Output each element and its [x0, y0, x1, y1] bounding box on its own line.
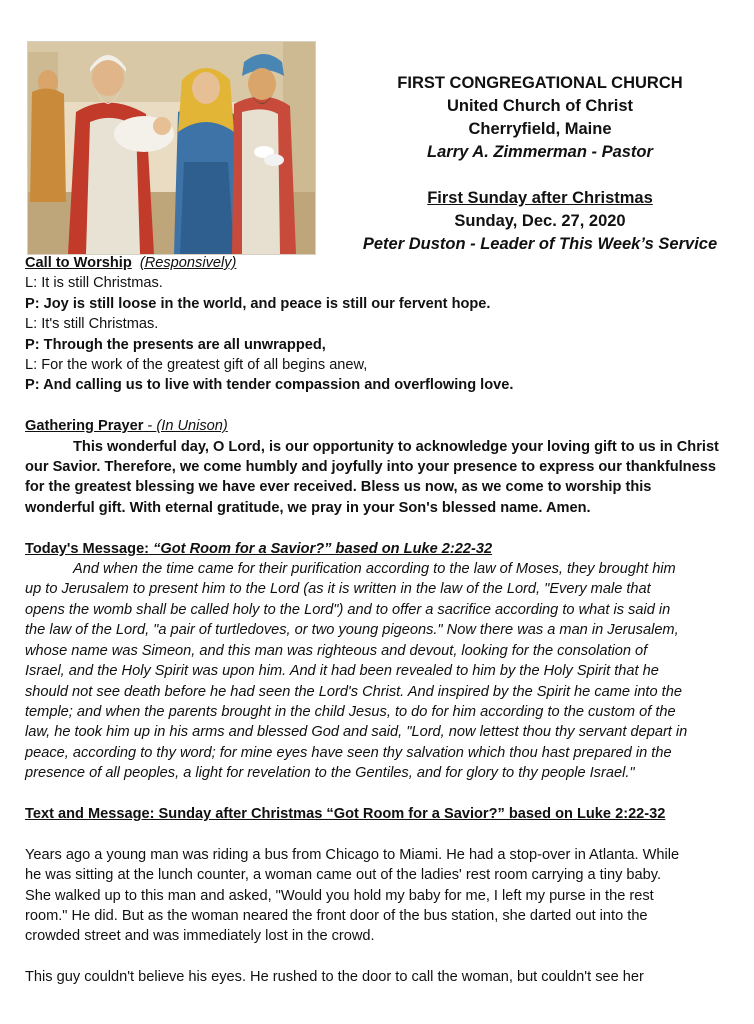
scripture-line: peace, according to thy word; for mine eyes have seen thy salvation which thou hast prepared in the	[25, 744, 672, 761]
section-spacer	[25, 518, 735, 538]
scripture-line: up to Jerusalem to present him to the Lord (as it is written in the law of the Lord, "Every male that	[25, 581, 651, 598]
scripture-line: presence of all peoples, a light for revelation to the Gentiles, and for glory to thy people Israel."	[25, 765, 635, 782]
litany-line: L: It is still Christmas.	[25, 275, 163, 292]
sermon-heading: Text and Message: Sunday after Christmas “Got Room for a Savior?” based on Luke 2:22-32	[25, 805, 666, 822]
scripture-line: the law of the Lord, "a pair of turtledoves, or two young pigeons." Now there was a man in Jerusalem,	[25, 622, 679, 639]
occasion-title: First Sunday after Christmas	[427, 189, 653, 207]
sermon-line: Years ago a young man was riding a bus from Chicago to Miami. He had a stop-over in Atlanta. While	[25, 846, 680, 863]
service-date: Sunday, Dec. 27, 2020	[454, 212, 626, 230]
sermon-line: room." He did. But as the woman neared the front door of the bus station, she darted out into the	[25, 907, 648, 924]
scripture-line: Israel, and the Holy Spirit was upon him. And it had been revealed to him by the Holy Spirit that he	[25, 663, 659, 680]
prayer-line: wonderful gift. With eternal gratitude, we pray in your Son's blessed name. Amen.	[25, 499, 591, 516]
scripture-line: And when the time came for their purification according to the law of Moses, they brought him	[73, 561, 676, 578]
todays-message-title: Today's Message:	[25, 540, 150, 557]
service-leader: Peter Duston - Leader of This Week’s Service	[362, 235, 718, 253]
prayer-line: our Savior. Therefore, we come humbly and joyfully into your presence to express our thankfulness	[25, 459, 716, 476]
scripture-line: should not see death before he had seen the Lord's Christ. And inspired by the Spirit he came into the	[25, 683, 682, 700]
litany-line: L: For the work of the greatest gift of all begins anew,	[25, 357, 368, 374]
call-to-worship-heading	[25, 253, 735, 273]
section-spacer	[25, 784, 735, 804]
scripture-line: temple; and when the parents brought in the child Jesus, to do for him according to the custom of the	[25, 703, 676, 720]
litany-line: P: Joy is still loose in the world, and peace is still our fervent hope.	[25, 295, 491, 312]
call-to-worship-section	[25, 253, 735, 396]
gathering-prayer-mode: (In Unison)	[156, 418, 228, 435]
prayer-line: for the greatest blessing we have ever received. Bless us now, as we come to worship this	[25, 479, 652, 496]
todays-message-section	[25, 539, 735, 784]
bulletin-body	[25, 253, 735, 988]
litany-line: L: It's still Christmas.	[25, 316, 159, 333]
header-spacer	[340, 164, 740, 187]
litany-line: P: Through the presents are all unwrapped,	[25, 336, 326, 353]
gathering-prayer-section	[25, 416, 735, 518]
section-spacer	[25, 396, 735, 416]
sermon-section	[25, 804, 735, 988]
scripture-line: opens the womb shall be called holy to the Lord") and to offer a sacrifice according to what is said in	[25, 601, 671, 618]
call-to-worship-mode: (Responsively)	[139, 255, 237, 271]
gathering-prayer-title: Gathering Prayer	[25, 418, 144, 435]
pastor-line: Larry A. Zimmerman - Pastor	[427, 143, 653, 161]
paragraph-spacer	[25, 947, 735, 967]
bulletin-header	[340, 72, 740, 256]
church-name: FIRST CONGREGATIONAL CHURCH	[397, 74, 683, 92]
todays-message-heading	[25, 539, 735, 559]
todays-message-subtitle: “Got Room for a Savior?” based on Luke 2:22-32	[149, 540, 493, 557]
litany-line: P: And calling us to live with tender compassion and overflowing love.	[25, 377, 514, 394]
denomination: United Church of Christ	[446, 97, 634, 115]
sermon-line: This guy couldn't believe his eyes. He rushed to the door to call the woman, but couldn't see her	[25, 969, 644, 986]
gathering-prayer-separator: -	[143, 418, 157, 435]
presentation-illustration	[27, 41, 316, 255]
call-to-worship-title: Call to Worship	[25, 255, 132, 271]
scripture-line: whose name was Simeon, and this man was righteous and devout, looking for the consolation of	[25, 642, 648, 659]
prayer-line: This wonderful day, O Lord, is our opportunity to acknowledge your loving gift to us in Christ	[73, 438, 719, 455]
sermon-line: he was sitting at the lunch counter, a woman came out of the ladies' rest room carrying a tiny baby.	[25, 867, 662, 884]
scripture-line: law, he took him up in his arms and blessed God and said, "Lord, now lettest thou thy servant depart in	[25, 724, 688, 741]
paragraph-spacer	[25, 824, 735, 844]
sermon-line: crowded street and was immediately lost in the crowd.	[25, 928, 375, 945]
gathering-prayer-heading	[25, 416, 735, 436]
sermon-line: She walked up to this man and asked, "Would you hold my baby for me, I left my purse in the rest	[25, 887, 654, 904]
church-location: Cherryfield, Maine	[468, 120, 612, 138]
